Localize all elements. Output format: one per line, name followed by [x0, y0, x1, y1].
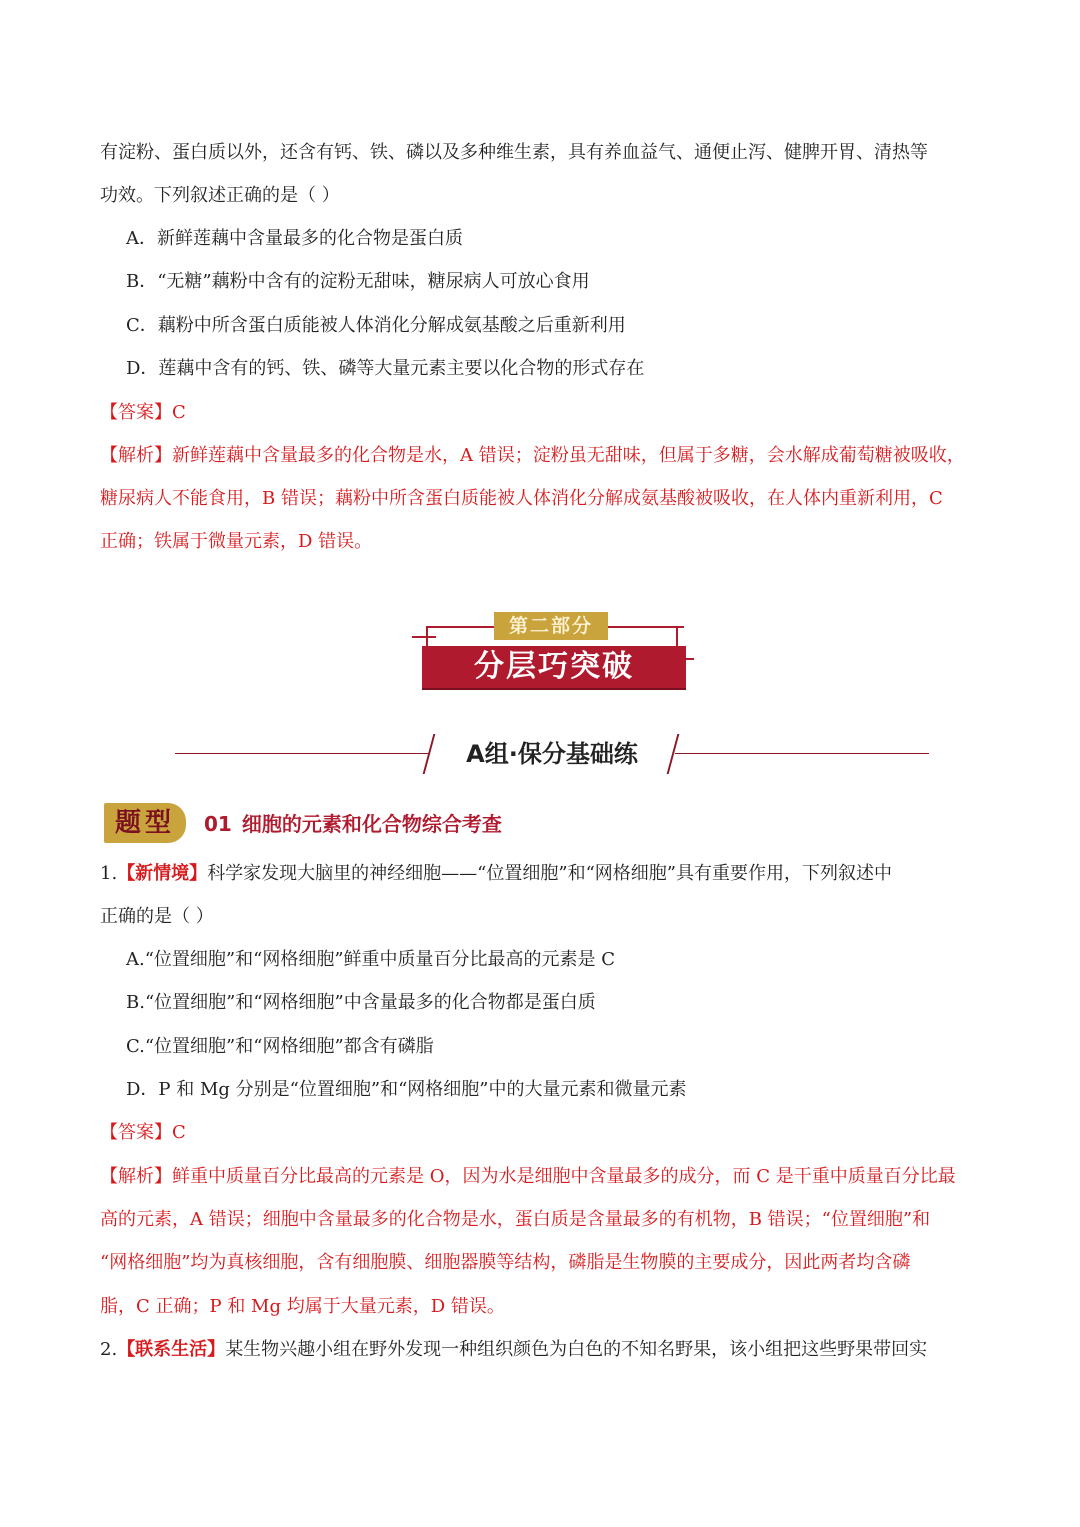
q1-tag: 【新情境】: [117, 863, 208, 884]
q2-stem-text: 某生物兴趣小组在野外发现一种组织颜色为白色的不知名野果，该小组把这些野果带回实: [225, 1339, 928, 1360]
topic-heading: [204, 809, 502, 839]
banner-frame-tick: [412, 636, 436, 638]
q2-tag: 【联系生活】: [117, 1339, 226, 1360]
group-divider-slash: [423, 734, 436, 774]
q2-stem-line-1: [100, 1337, 985, 1363]
analysis-text: 鲜重中质量百分比最高的元素是 O，因为水是细胞中含量最多的成分，而 C 是干重中质量百分比最: [172, 1166, 956, 1187]
topic-title: 细胞的元素和化合物综合考查: [241, 812, 502, 836]
answer-value: C: [172, 1122, 186, 1143]
topic-number: 01: [204, 812, 232, 836]
banner-frame-edge: [676, 626, 678, 648]
q1-analysis-line-1: [100, 1164, 985, 1190]
q1-analysis-line-3: “网格细胞”均为真核细胞，含有细胞膜、细胞器膜等结构，磷脂是生物膜的主要成分，因此两者均含磷: [100, 1252, 911, 1273]
q1-option-b: B.“位置细胞”和“网格细胞”中含量最多的化合物都是蛋白质: [126, 992, 596, 1013]
intro-stem-line-1: 有淀粉、蛋白质以外，还含有钙、铁、磷以及多种维生素，具有养血益气、通便止泻、健脾开胃、清热等: [100, 142, 928, 163]
q1-option-c: C.“位置细胞”和“网格细胞”都含有磷脂: [126, 1036, 434, 1057]
q1-option-d: D．P 和 Mg 分别是“位置细胞”和“网格细胞”中的大量元素和微量元素: [126, 1079, 687, 1100]
intro-option-c: C．藕粉中所含蛋白质能被人体消化分解成氨基酸之后重新利用: [126, 315, 626, 336]
group-title: A组·保分基础练: [466, 740, 638, 768]
banner-title: 分层巧突破: [422, 646, 686, 688]
group-divider-right: [675, 753, 929, 754]
group-divider-slash: [667, 734, 680, 774]
q1-stem-line-1: [100, 861, 985, 887]
intro-answer: [100, 400, 985, 426]
question-type-tag: 题型: [104, 803, 186, 843]
q1-option-a: A.“位置细胞”和“网格细胞”鲜重中质量百分比最高的元素是 C: [126, 949, 616, 970]
q2-number: 2.: [100, 1339, 118, 1360]
q1-analysis-line-2: 高的元素，A 错误；细胞中含量最多的化合物是水，蛋白质是含量最多的有机物，B 错误；“位置细胞”和: [100, 1209, 931, 1230]
q1-answer: [100, 1120, 985, 1146]
intro-option-a: A．新鲜莲藕中含量最多的化合物是蛋白质: [126, 228, 463, 249]
q1-number: 1.: [100, 863, 118, 884]
intro-analysis-line-2: 糖尿病人不能食用，B 错误；藕粉中所含蛋白质能被人体消化分解成氨基酸被吸收，在人体内重新利用，C: [100, 488, 943, 509]
q1-stem-line-2: 正确的是（ ）: [100, 906, 214, 927]
banner-frame-edge: [426, 626, 428, 648]
q1-analysis-line-4: 脂，C 正确；P 和 Mg 均属于大量元素，D 错误。: [100, 1296, 505, 1317]
intro-stem-line-2: 功效。下列叙述正确的是（ ）: [100, 185, 340, 206]
intro-analysis-line-3: 正确；铁属于微量元素，D 错误。: [100, 531, 373, 552]
analysis-label: 【解析】: [100, 445, 172, 466]
intro-option-d: D．莲藕中含有的钙、铁、磷等大量元素主要以化合物的形式存在: [126, 358, 645, 379]
answer-value: C: [172, 402, 186, 423]
intro-option-b: B．“无糖”藕粉中含有的淀粉无甜味，糖尿病人可放心食用: [126, 271, 590, 292]
section-banner: [412, 610, 702, 690]
q1-stem-text: 科学家发现大脑里的神经细胞——“位置细胞”和“网格细胞”具有重要作用，下列叙述中: [207, 863, 892, 884]
answer-label: 【答案】: [100, 402, 172, 423]
group-divider-left: [175, 753, 430, 754]
answer-label: 【答案】: [100, 1122, 172, 1143]
analysis-label: 【解析】: [100, 1166, 172, 1187]
analysis-text: 新鲜莲藕中含量最多的化合物是水，A 错误；淀粉虽无甜味，但属于多糖，会水解成葡萄糖被吸收，: [172, 445, 965, 466]
intro-analysis-line-1: [100, 443, 985, 469]
banner-part-label: 第二部分: [494, 612, 608, 640]
